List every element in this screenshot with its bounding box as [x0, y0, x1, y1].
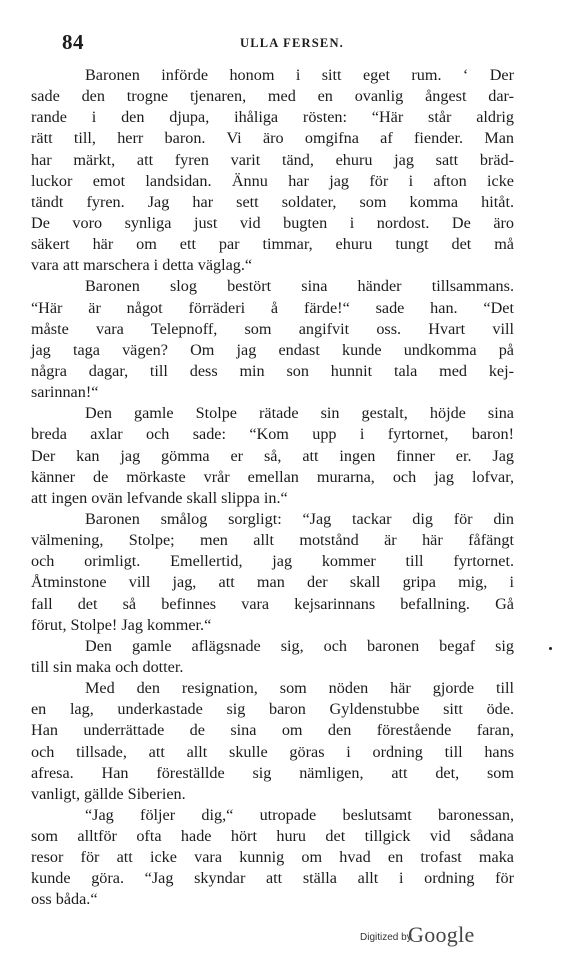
body-text [31, 65, 514, 911]
paragraph [31, 276, 514, 403]
text-line: Åtminstone vill jag, att man der skall gripa mig, i [31, 573, 514, 592]
running-title: ULLA FERSEN. [240, 36, 345, 50]
margin-speck [549, 647, 552, 650]
text-line: Den gamle Stolpe rätade sin gestalt, höjde sina [85, 404, 514, 423]
text-line: kunde göra. “Jag skyndar att ställa allt i ordning för [31, 869, 514, 888]
text-line: resor för att icke vara kunnig om hvad en trofast maka [31, 848, 514, 867]
page-number: 84 [62, 30, 84, 54]
text-line: förut, Stolpe! Jag kommer.“ [31, 615, 212, 634]
text-line: Den gamle aflägsnade sig, och baronen begaf sig [85, 636, 514, 655]
text-line: vanligt, gällde Siberien. [31, 784, 186, 803]
page-header [62, 30, 512, 56]
text-line: luckor emot landsidan. Ännu har jag för i afton icke [31, 171, 514, 190]
text-line: De voro synliga just vid bugten i nordost. De äro [31, 213, 514, 232]
text-line: Baronen slog bestört sina händer tillsammans. [85, 277, 514, 296]
text-line: rande i den djupa, ihåliga rösten: “Här står aldrig [31, 108, 514, 127]
text-line: vara att marschera i detta väglag.“ [31, 256, 253, 275]
text-line: sade den trogne tjenaren, med en ovanlig ångest dar- [31, 87, 514, 106]
text-line: känner de mörkaste vrår emellan murarna, och jag lofvar, [31, 467, 514, 486]
paragraph [31, 678, 514, 805]
text-line: Baronen införde honom i sitt eget rum. ‘ Der [85, 66, 514, 84]
paragraph [31, 65, 514, 276]
text-line: Han underrättade de sina om den förestående faran, [31, 721, 514, 740]
text-line: oss båda.“ [31, 890, 98, 909]
text-line: och tillsade, att allt skulle göras i ordning till hans [31, 742, 514, 761]
text-line: till sin maka och dotter. [31, 657, 184, 676]
text-line: har märkt, att fyren varit tänd, ehuru jag satt bräd- [31, 150, 514, 169]
digitized-by-label: Digitized by [360, 932, 412, 943]
text-line: “Jag följer dig,“ utropade beslutsamt baronessan, [85, 805, 514, 824]
text-line: och orimligt. Emellertid, jag kommer till fyrtornet. [31, 552, 514, 571]
text-line: Med den resignation, som nöden här gjorde till [85, 679, 514, 698]
text-line: Der kan jag gömma er så, att ingen finner er. Jag [31, 446, 514, 465]
text-line: välmening, Stolpe; men allt motstånd är här fåfängt [31, 531, 514, 550]
text-line: afresa. Han föreställde sig nämligen, att det, som [31, 763, 514, 782]
paragraph [31, 509, 514, 636]
text-line: “Här är något förräderi å färde!“ sade han. “Det [31, 298, 514, 317]
text-line: Baronen smålog sorgligt: “Jag tackar dig för din [85, 509, 514, 528]
text-line: att ingen ovän lefvande skall slippa in.“ [31, 488, 288, 507]
paragraph [31, 805, 514, 911]
text-line: säkert här om ett par timmar, ehuru tungt det må [31, 235, 514, 254]
google-logo: Google [408, 922, 475, 947]
paragraph [31, 403, 514, 509]
text-line: som alltför ofta hade hört huru det tillgick vid sådana [31, 827, 514, 846]
text-line: breda axlar och sade: “Kom upp i fyrtornet, baron! [31, 425, 514, 444]
text-line: fall det så befinnes vara kejsarinnans befallning. Gå [31, 594, 514, 613]
text-line: tändt fyren. Jag har sett soldater, som komma hitåt. [31, 192, 514, 211]
paragraph [31, 636, 514, 678]
text-line: sarinnan!“ [31, 383, 99, 402]
text-line: några dagar, till dess min son hunnit tala med kej- [31, 361, 514, 380]
text-line: jag taga vägen? Om jag endast kunde undkomma på [31, 340, 514, 359]
text-line: måste vara Telepnoff, som angifvit oss. Hvart vill [31, 319, 514, 338]
digitization-credit [360, 922, 510, 952]
text-line: rätt till, herr baron. Vi äro omgifna af fiender. Man [31, 129, 514, 148]
text-line: en lag, underkastade sig baron Gyldenstubbe sitt öde. [31, 700, 514, 719]
